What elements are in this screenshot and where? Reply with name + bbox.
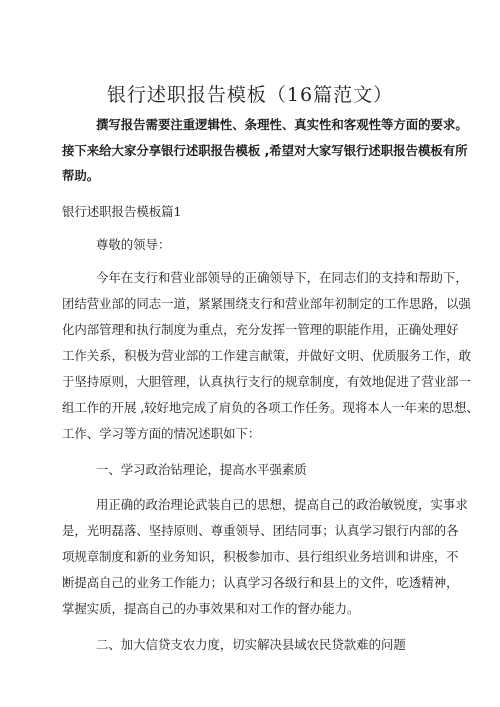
paragraph-line: 项规章制度和新的业务知识，积极参加市、县行组织业务培训和讲座，不 xyxy=(62,549,459,564)
paragraph-line: 掌握实质，提高自己的办事效果和对工作的督办能力。 xyxy=(62,601,360,616)
section-heading: 二、加大信贷支农力度，切实解决县域农民贷款难的问题 xyxy=(96,637,406,652)
section-heading: 一、学习政治钻理论，提高水平强素质 xyxy=(96,462,307,477)
document-title: 银行述职报告模板（16篇范文） xyxy=(106,84,394,106)
paragraph-line: 今年在支行和营业部领导的正确领导下，在同志们的支持和帮助下， xyxy=(96,270,468,285)
intro-line: 撰写报告需要注重逻辑性、条理性、真实性和客观性等方面的要求。 xyxy=(96,117,468,132)
salutation: 尊敬的领导： xyxy=(96,237,171,252)
paragraph-line: 是，光明磊落、坚持原则、尊重领导、团结同事；认真学习银行内部的各 xyxy=(62,523,459,538)
intro-line: 帮助。 xyxy=(62,168,100,183)
paragraph-line: 用正确的政治理论武装自己的思想，提高自己的政治敏锐度，实事求 xyxy=(96,497,468,512)
paragraph-line: 组工作的开展 ,较好地完成了肩负的各项工作任务。现将本人一年来的思想、 xyxy=(62,400,479,415)
paragraph-line: 工作关系，积极为营业部的工作建言献策，并做好文明、优质服务工作，敢 xyxy=(62,348,471,363)
paragraph-line: 工作、学习等方面的情况述职如下： xyxy=(62,426,261,441)
paragraph-line: 团结营业部的同志一道，紧紧围绕支行和营业部年初制定的工作思路，以强 xyxy=(62,296,471,311)
intro-line: 接下来给大家分享银行述职报告模板 ,希望对大家写银行述职报告模板有所 xyxy=(62,143,468,158)
paragraph-line: 化内部管理和执行制度为重点，充分发挥一管理的职能作用，正确处理好 xyxy=(62,322,459,337)
paragraph-line: 于坚持原则，大胆管理，认真执行支行的规章制度，有效地促进了营业部一 xyxy=(62,374,471,389)
paragraph-line: 断提高自己的业务工作能力；认真学习各级行和县上的文件，吃透精神， xyxy=(62,575,459,590)
section-heading: 银行述职报告模板篇1 xyxy=(62,204,182,219)
